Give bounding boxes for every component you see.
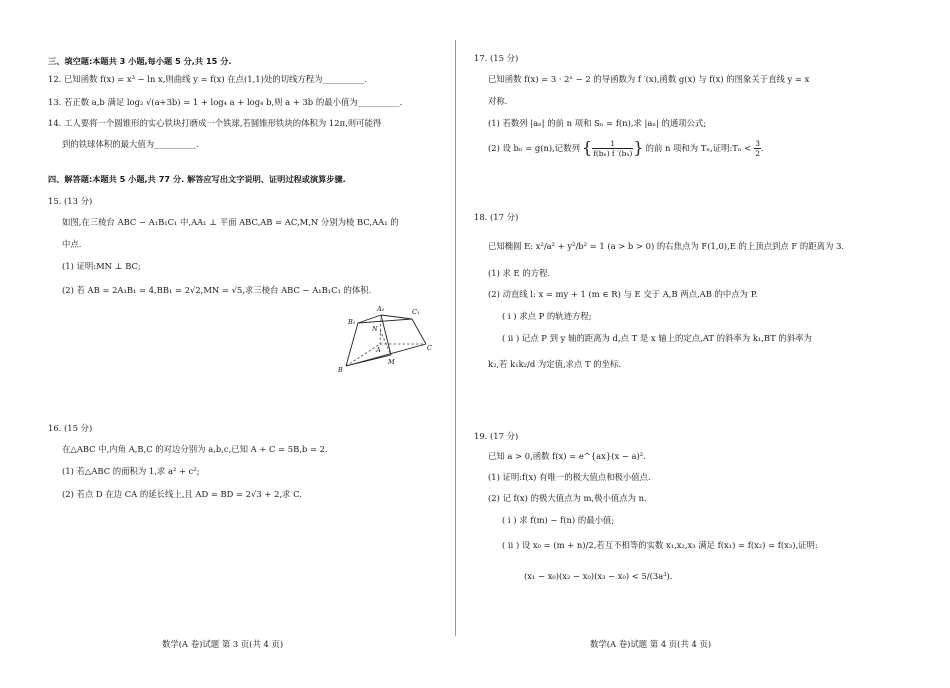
fraction-denominator: f(bₙ) f ′(bₙ) [593, 148, 633, 158]
question-18-part2: (2) 动直线 l: x = my + 1 (m ∈ R) 与 E 交于 A,B 两点,AB 的中点为 P. [488, 289, 758, 299]
question-15-part2: (2) 若 AB = 2A₁B₁ = 4,BB₁ = 2√2,MN = √5,求三棱台 ABC − A₁B₁C₁ 的体积. [62, 285, 372, 295]
question-12: 12. 已知函数 f(x) = x³ − ln x,则曲线 y = f(x) 在点(1,1)处的切线方程为__________. [48, 74, 368, 84]
page-3-footer: 数学(A 卷)试题 第 3 页(共 4 页) [162, 639, 284, 649]
question-14-line1: 14. 工人要将一个圆锥形的实心铁块打磨成一个铁球,若圆锥形铁块的体积为 12π,则可能得 [48, 118, 382, 128]
question-19-part2-ii-line1: ( ⅱ ) 设 x₀ = (m + n)/2,若互不相等的实数 x₁,x₂,x₃ 满足 f(x₁) = f(x₂) = f(x₃),证明: [502, 540, 818, 550]
edge-b-b1 [346, 323, 358, 366]
question-15-part1: (1) 证明:MN ⊥ BC; [62, 261, 141, 271]
question-17-part2-lead: (2) 设 bₙ = g(n),记数列 [488, 143, 580, 153]
left-brace: { [581, 138, 593, 157]
question-17-part2-tail: 的前 n 项和为 Tₙ,证明:Tₙ < [645, 143, 752, 153]
bound-numerator: 3 [755, 138, 760, 148]
question-18-part1: (1) 求 E 的方程. [488, 268, 551, 278]
question-18-part2-i: ( ⅰ ) 求点 P 的轨迹方程; [502, 311, 592, 321]
question-18-head: 18. (17 分) [474, 212, 519, 222]
sequence-fraction [582, 139, 644, 158]
page-4-footer: 数学(A 卷)试题 第 4 页(共 4 页) [590, 639, 712, 649]
section4-title: 四、解答题:本题共 5 小题,共 77 分. 解答应写出文字说明、证明过程或演算步骤. [48, 174, 346, 184]
label-a: A [376, 346, 381, 354]
question-17-part2 [488, 134, 764, 162]
bound-denominator: 2 [755, 148, 760, 158]
question-19-part2-i: ( ⅰ ) 求 f(m) − f(n) 的最小值; [502, 515, 615, 525]
question-18-line1: 已知椭圆 E: x²/a² + y²/b² = 1 (a > b > 0) 的右焦点为 F(1,0),E 的上顶点到点 F 的距离为 3. [488, 241, 845, 251]
edge-b-m [346, 355, 391, 366]
question-17-line2: 对称. [488, 96, 508, 106]
edge-b1-c1 [358, 319, 412, 323]
label-a1: A₁ [377, 305, 385, 313]
question-16-line1: 在△ABC 中,内角 A,B,C 的对边分别为 a,b,c,已知 A + C = 5B,b = 2. [62, 444, 328, 454]
edge-a1-c1 [381, 315, 412, 319]
fraction-body [592, 139, 633, 158]
question-15-line2: 中点. [62, 239, 82, 249]
label-b1: B₁ [348, 318, 356, 326]
edge-c1-c [412, 319, 426, 344]
page-3-column [0, 0, 455, 688]
end-period: . [760, 143, 764, 153]
question-13: 13. 若正数 a,b 满足 log₂ √(a+3b) = 1 + log₄ a + log₄ b,则 a + 3b 的最小值为__________. [48, 97, 403, 107]
page-4-column [462, 0, 950, 688]
fraction-numerator: 1 [610, 138, 616, 148]
question-18-part2-ii-line2: k₂,若 k₁k₂/d 为定值,求点 T 的坐标. [488, 359, 622, 369]
question-17-head: 17. (15 分) [474, 53, 519, 63]
question-17-part1: (1) 若数列 |aₙ| 的前 n 项和 Sₙ = f(n),求 |aₙ| 的通项公式; [488, 118, 707, 128]
label-m: M [388, 358, 395, 366]
question-18-part2-ii-line1: ( ⅱ ) 记点 P 到 y 轴的距离为 d,点 T 是 x 轴上的定点,AT 的斜率为 k₁,BT 的斜率为 [502, 333, 812, 343]
label-c: C [427, 344, 432, 352]
question-15-head: 15. (13 分) [48, 196, 93, 206]
question-16-head: 16. (15 分) [48, 423, 93, 433]
question-19-part2-ii-line2: (x₁ − x₀)(x₂ − x₀)(x₃ − x₀) < 5/(3a³). [524, 571, 673, 581]
bound-fraction [754, 139, 761, 158]
section3-title: 三、填空题:本题共 3 小题,每小题 5 分,共 15 分. [48, 56, 232, 66]
question-16-part1: (1) 若△ABC 的面积为 1,求 a² + c²; [62, 466, 200, 476]
question-16-part2: (2) 若点 D 在边 CA 的延长线上,且 AD = BD = 2√3 + 2,求 C. [62, 489, 302, 499]
question-19-part1: (1) 证明:f(x) 有唯一的极大值点和极小值点. [488, 472, 651, 482]
question-19-head: 19. (17 分) [474, 431, 519, 441]
question-14-line2: 到的铁球体积的最大值为__________. [62, 139, 199, 149]
question-15-line1: 如图,在三棱台 ABC − A₁B₁C₁ 中,AA₁ ⊥ 平面 ABC,AB = AC,M,N 分别为棱 BC,AA₁ 的 [62, 217, 399, 227]
frustum-figure [336, 300, 440, 378]
label-n: N [372, 325, 378, 333]
question-17-line1: 已知函数 f(x) = 3 · 2ˣ − 2 的导函数为 f ′(x),函数 g(x) 与 f(x) 的图象关于直线 y = x [488, 74, 810, 84]
label-c1: C₁ [412, 308, 420, 316]
question-19-line1: 已知 a > 0,函数 f(x) = e^{ax}(x − a)². [488, 451, 646, 461]
right-brace: } [633, 138, 644, 157]
question-19-part2: (2) 记 f(x) 的极大值点为 m,极小值点为 n. [488, 493, 647, 503]
edge-a1-a [380, 315, 381, 344]
label-b: B [338, 366, 343, 374]
column-divider [455, 40, 456, 636]
